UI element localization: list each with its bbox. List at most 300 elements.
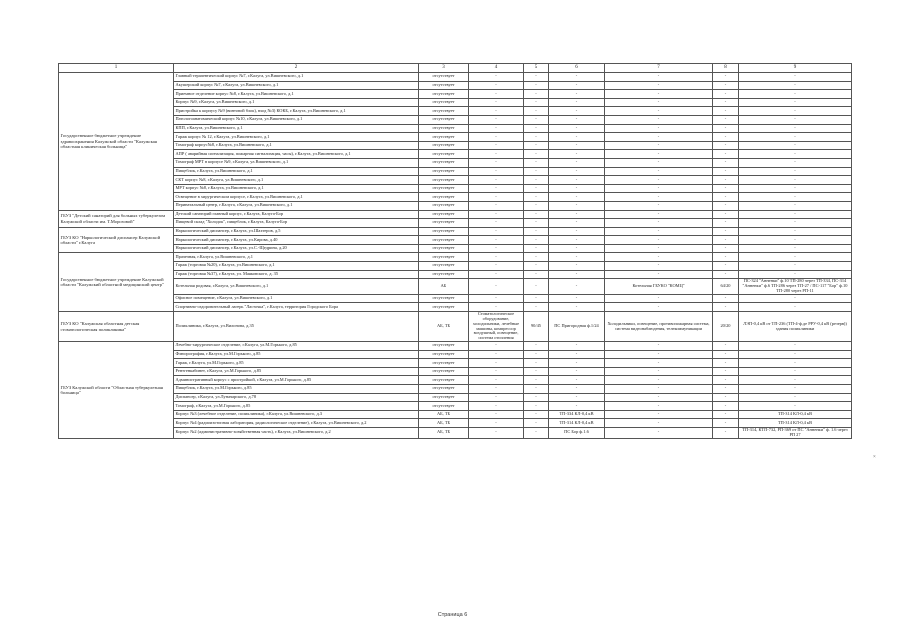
value-cell: - (739, 219, 852, 228)
value-cell: - (549, 167, 605, 176)
table-row (59, 167, 852, 176)
object-cell: Офисное помещение, г.Калуга, ул.Вишневского, д.1 (174, 294, 419, 303)
table-row (59, 210, 852, 219)
value-cell: - (524, 342, 549, 351)
table-row (59, 262, 852, 271)
value-cell: - (524, 193, 549, 202)
value-cell: отсутствует (419, 270, 469, 279)
organization-cell: ГБУЗ КО "Калужская областная детская стоматологическая поликлиника" (59, 311, 174, 341)
value-cell: - (713, 350, 739, 359)
value-cell: АБ, ТБ (419, 311, 469, 341)
value-cell: - (605, 359, 713, 368)
value-cell: - (469, 427, 524, 438)
object-cell: Гараж, г.Калуга, ул.М.Горького, д.85 (174, 359, 419, 368)
table-row (59, 376, 852, 385)
value-cell: - (524, 236, 549, 245)
value-cell: - (524, 427, 549, 438)
value-cell: - (469, 81, 524, 90)
table-row (59, 81, 852, 90)
object-cell: Освещение в хирургическом корпусе, г.Калуга, ул.Вишневского, д.1 (174, 193, 419, 202)
value-cell: - (605, 107, 713, 116)
value-cell: - (605, 184, 713, 193)
value-cell: - (524, 150, 549, 159)
value-cell: - (713, 167, 739, 176)
value-cell: - (549, 342, 605, 351)
value-cell: - (524, 219, 549, 228)
value-cell: АБ (419, 279, 469, 295)
value-cell: 20/20 (713, 311, 739, 341)
value-cell: - (469, 90, 524, 99)
value-cell: - (469, 73, 524, 82)
value-cell: - (713, 124, 739, 133)
value-cell: отсутствует (419, 150, 469, 159)
value-cell: - (549, 193, 605, 202)
value-cell: Стоматологическое оборудование, холодильники, лечебные машины, компрессор воздушный, освещение, система отопления (469, 311, 524, 341)
table-row (59, 141, 852, 150)
value-cell: - (469, 141, 524, 150)
value-cell: - (524, 376, 549, 385)
value-cell: - (713, 81, 739, 90)
value-cell: - (739, 294, 852, 303)
value-cell: - (605, 124, 713, 133)
value-cell: отсутствует (419, 115, 469, 124)
value-cell: - (605, 158, 713, 167)
value-cell: - (605, 262, 713, 271)
value-cell: - (713, 201, 739, 210)
value-cell: отсутствует (419, 176, 469, 185)
value-cell: - (549, 236, 605, 245)
value-cell: - (739, 236, 852, 245)
value-cell: отсутствует (419, 133, 469, 142)
value-cell: - (713, 262, 739, 271)
value-cell: - (524, 385, 549, 394)
value-cell: - (524, 167, 549, 176)
value-cell: - (549, 279, 605, 295)
value-cell: - (605, 253, 713, 262)
value-cell: - (713, 303, 739, 312)
value-cell: отсутствует (419, 244, 469, 253)
value-cell: - (713, 419, 739, 428)
object-cell: Гараж корпус № 12, г.Калуга, ул.Вишневского, д.1 (174, 133, 419, 142)
value-cell: - (524, 141, 549, 150)
value-cell: - (605, 167, 713, 176)
value-cell: - (549, 385, 605, 394)
value-cell: отсутствует (419, 107, 469, 116)
organization-cell: ГБУЗ "Детский санаторий для больных туберкулезом Калужской области им. Т.Морозовой" (59, 210, 174, 227)
value-cell: - (469, 244, 524, 253)
value-cell: - (713, 410, 739, 419)
value-cell: Котельная ГБУКО "КОМЦ" (605, 279, 713, 295)
object-cell: Лечебно-хирургическое отделение, г.Калуга, ул.М.Горького, д.85 (174, 342, 419, 351)
value-cell: - (739, 73, 852, 82)
value-cell: отсутствует (419, 184, 469, 193)
value-cell: - (549, 367, 605, 376)
value-cell: - (549, 81, 605, 90)
value-cell: - (739, 201, 852, 210)
value-cell: - (524, 98, 549, 107)
value-cell: АБ, ТБ (419, 410, 469, 419)
value-cell: - (524, 210, 549, 219)
col-header: 2 (174, 64, 419, 73)
value-cell: - (713, 158, 739, 167)
table-row (59, 244, 852, 253)
value-cell: - (713, 227, 739, 236)
object-cell: Диспансер, г.Калуга, ул.Луначарского, д.78 (174, 393, 419, 402)
col-header: 5 (524, 64, 549, 73)
object-cell: Спортивно-оздоровительный лагерь "Ласточка", г.Калуга, территория Городского Бора (174, 303, 419, 312)
value-cell: - (469, 184, 524, 193)
value-cell: - (469, 270, 524, 279)
value-cell: - (739, 176, 852, 185)
value-cell: - (469, 262, 524, 271)
value-cell: - (739, 350, 852, 359)
value-cell: - (605, 244, 713, 253)
value-cell: - (605, 427, 713, 438)
value-cell: - (739, 367, 852, 376)
value-cell: - (739, 133, 852, 142)
value-cell: - (524, 419, 549, 428)
value-cell: - (739, 98, 852, 107)
value-cell: - (524, 279, 549, 295)
value-cell: ПС Пригородная ф.1/24 (549, 311, 605, 341)
value-cell: - (469, 419, 524, 428)
value-cell: - (739, 227, 852, 236)
value-cell: - (713, 115, 739, 124)
value-cell: - (739, 81, 852, 90)
value-cell: - (739, 193, 852, 202)
value-cell: - (549, 350, 605, 359)
value-cell: - (549, 107, 605, 116)
organization-cell: Государственное бюджетное учреждение Калужской области "Калужский областной медицинский центр" (59, 253, 174, 312)
value-cell: - (524, 270, 549, 279)
col-header: 6 (549, 64, 605, 73)
value-cell: отсутствует (419, 193, 469, 202)
value-cell: отсутствует (419, 303, 469, 312)
value-cell: - (469, 210, 524, 219)
value-cell: - (713, 176, 739, 185)
value-cell: - (469, 133, 524, 142)
value-cell: - (739, 385, 852, 394)
object-cell: Томограф, г.Калуга, ул.М.Горького, д.85 (174, 402, 419, 411)
value-cell: - (739, 393, 852, 402)
value-cell: - (605, 393, 713, 402)
value-cell: - (524, 227, 549, 236)
value-cell: - (713, 193, 739, 202)
value-cell: ТП-314 КЛ-0,4 кВ (739, 419, 852, 428)
table-row (59, 311, 852, 341)
value-cell: - (739, 270, 852, 279)
value-cell: - (605, 201, 713, 210)
object-cell: КПП, г.Калуга, ул.Вишневского, д.1 (174, 124, 419, 133)
value-cell: отсутствует (419, 201, 469, 210)
col-header: 9 (739, 64, 852, 73)
table-row (59, 419, 852, 428)
value-cell: - (524, 393, 549, 402)
value-cell: - (549, 219, 605, 228)
value-cell: - (469, 219, 524, 228)
value-cell: - (524, 133, 549, 142)
value-cell: - (605, 410, 713, 419)
col-header: 8 (713, 64, 739, 73)
value-cell: - (524, 410, 549, 419)
table-row (59, 342, 852, 351)
value-cell: - (549, 124, 605, 133)
value-cell: - (549, 150, 605, 159)
value-cell: - (524, 90, 549, 99)
value-cell: - (605, 176, 713, 185)
value-cell: - (739, 303, 852, 312)
value-cell: АБ, ТБ (419, 419, 469, 428)
table-row (59, 270, 852, 279)
value-cell: - (605, 73, 713, 82)
value-cell: отсутствует (419, 158, 469, 167)
value-cell: - (549, 253, 605, 262)
object-cell: Приемное отделение корпус №8, г.Калуга, ул.Вишневского, д.1 (174, 90, 419, 99)
value-cell: - (713, 359, 739, 368)
object-cell: Пищеблок, г.Калуга, ул.Вишневского, д.1 (174, 167, 419, 176)
object-cell: Корпус №9, г.Калуга, ул.Вишневского, д.1 (174, 98, 419, 107)
table-row (59, 385, 852, 394)
value-cell: - (469, 350, 524, 359)
value-cell: - (605, 98, 713, 107)
table-row (59, 253, 852, 262)
value-cell: - (605, 141, 713, 150)
value-cell: - (549, 227, 605, 236)
value-cell: - (524, 124, 549, 133)
object-cell: Акушерский корпус №7, г.Калуга, ул.Вишневского, д.1 (174, 81, 419, 90)
object-cell: Пищевой склад "Холодок", пищеблок, г.Калуга, Калуга-Бор (174, 219, 419, 228)
value-cell: - (605, 193, 713, 202)
value-cell: - (469, 393, 524, 402)
value-cell: отсутствует (419, 98, 469, 107)
value-cell: - (549, 90, 605, 99)
value-cell: - (524, 184, 549, 193)
value-cell: - (469, 193, 524, 202)
value-cell: - (524, 158, 549, 167)
table-row (59, 294, 852, 303)
value-cell: - (549, 402, 605, 411)
value-cell: - (605, 376, 713, 385)
value-cell: ПС-324 "Анненки" ф.10 ТП-280 через ТП-334, ПС-314 "Анненки" ф.6 ТП-286 через ТП-27 / ПС-117 "Бор" ф.10 ТП-280 через РП-11 (739, 279, 852, 295)
value-cell: - (469, 359, 524, 368)
value-cell: - (605, 419, 713, 428)
table-row (59, 350, 852, 359)
object-cell: Перинатальный центр, г.Калуга, г.Калуга, ул.Вишневского, д.1 (174, 201, 419, 210)
value-cell: - (713, 294, 739, 303)
value-cell: ТП-314, КТП-732, РП-369 от ПС "Анненки" ф. 1.6 через РП 27 (739, 427, 852, 438)
value-cell: ЛЭП-0,4 кВ от ТП-236 (ТП-4-ф.де РРУ-0,4 кВ (резерв)) здания поликлиники (739, 311, 852, 341)
table-row (59, 201, 852, 210)
value-cell: - (469, 294, 524, 303)
value-cell: - (469, 124, 524, 133)
value-cell: - (469, 176, 524, 185)
value-cell: - (469, 385, 524, 394)
value-cell: отсутствует (419, 81, 469, 90)
value-cell: - (605, 236, 713, 245)
object-cell: Патологоанатомический корпус №10, г.Калуга, ул.Вишневского, д.1 (174, 115, 419, 124)
value-cell: отсутствует (419, 167, 469, 176)
object-cell: Томограф корпус№8, г.Калуга, ул.Вишневского, д.1 (174, 141, 419, 150)
object-cell: Корпус №3 (лечебное отделение, поликлиника), г.Калуга, ул.Вишневского, д.3 (174, 410, 419, 419)
value-cell: - (524, 244, 549, 253)
value-cell: - (713, 244, 739, 253)
value-cell: - (713, 184, 739, 193)
value-cell: - (605, 150, 713, 159)
header-row (59, 64, 852, 73)
object-cell: СКТ корпус №8, г.Калуга, ул.Вишневского, д.1 (174, 176, 419, 185)
object-cell: Котельная родовая, г.Калуга, ул.Вишневского, д.1 (174, 279, 419, 295)
value-cell: - (713, 210, 739, 219)
value-cell: - (469, 227, 524, 236)
object-cell: Поликлиника, г.Калуга, ул.Вилонова, д.35 (174, 311, 419, 341)
table-row (59, 107, 852, 116)
value-cell: АБ, ТБ (419, 427, 469, 438)
page-footer: Страница 6 (437, 612, 468, 618)
value-cell: - (739, 253, 852, 262)
value-cell: отсутствует (419, 253, 469, 262)
value-cell: - (739, 184, 852, 193)
object-cell: Рентгенкабинет, г.Калуга, ул.М.Горького, д.85 (174, 367, 419, 376)
value-cell: - (549, 98, 605, 107)
organization-cell: ГБУЗ КО "Наркологический диспансер Калужской области" г.Калуга (59, 227, 174, 253)
value-cell: - (524, 367, 549, 376)
value-cell: отсутствует (419, 90, 469, 99)
value-cell: - (605, 350, 713, 359)
value-cell: - (469, 167, 524, 176)
value-cell: - (605, 133, 713, 142)
value-cell: - (713, 402, 739, 411)
table-row (59, 410, 852, 419)
value-cell: - (524, 73, 549, 82)
col-header: 3 (419, 64, 469, 73)
value-cell: - (469, 98, 524, 107)
value-cell: отсутствует (419, 294, 469, 303)
value-cell: - (739, 107, 852, 116)
value-cell: - (739, 376, 852, 385)
value-cell: - (605, 90, 713, 99)
object-cell: Пищеблок, г.Калуга, ул.М.Горького, д.85 (174, 385, 419, 394)
value-cell: - (549, 376, 605, 385)
table-row (59, 219, 852, 228)
value-cell: - (549, 262, 605, 271)
value-cell: - (713, 393, 739, 402)
value-cell: - (469, 150, 524, 159)
value-cell: - (713, 427, 739, 438)
value-cell: - (605, 342, 713, 351)
value-cell: - (739, 158, 852, 167)
organization-cell: Государственное бюджетное учреждение здравоохранения Калужской области "Калужская областная клиническая больница" (59, 73, 174, 211)
value-cell: - (605, 294, 713, 303)
value-cell: - (605, 115, 713, 124)
value-cell: - (739, 124, 852, 133)
table-row (59, 303, 852, 312)
col-header: 1 (59, 64, 174, 73)
value-cell: отсутствует (419, 402, 469, 411)
value-cell: - (549, 210, 605, 219)
value-cell: - (549, 201, 605, 210)
table-row (59, 124, 852, 133)
value-cell: - (713, 367, 739, 376)
table-row (59, 115, 852, 124)
value-cell: - (549, 176, 605, 185)
value-cell: - (469, 402, 524, 411)
value-cell: - (524, 303, 549, 312)
object-cell: Наркологический диспансер, г.Калуга, ул.Кирова, д.40 (174, 236, 419, 245)
value-cell: - (739, 359, 852, 368)
value-cell: отсутствует (419, 236, 469, 245)
value-cell: - (524, 115, 549, 124)
value-cell: - (605, 385, 713, 394)
value-cell: отсутствует (419, 210, 469, 219)
value-cell: отсутствует (419, 342, 469, 351)
value-cell: - (524, 402, 549, 411)
table-row (59, 73, 852, 82)
value-cell: - (713, 107, 739, 116)
value-cell: - (739, 402, 852, 411)
value-cell: ТП-314 КЛ-0,4 кВ (549, 419, 605, 428)
value-cell: - (469, 367, 524, 376)
object-cell: Флюорография, г.Калуга, ул.М.Горького, д.85 (174, 350, 419, 359)
value-cell: - (469, 376, 524, 385)
table-row (59, 193, 852, 202)
value-cell: - (469, 158, 524, 167)
value-cell: - (549, 115, 605, 124)
value-cell: - (605, 402, 713, 411)
table-row (59, 184, 852, 193)
value-cell: - (739, 262, 852, 271)
data-table (58, 63, 852, 439)
value-cell: - (524, 359, 549, 368)
object-cell: Прачечная, г.Калуга, ул.Вишневского, д.1 (174, 253, 419, 262)
value-cell: - (739, 210, 852, 219)
table-row (59, 236, 852, 245)
value-cell: отсутствует (419, 124, 469, 133)
value-cell: - (713, 236, 739, 245)
value-cell: - (469, 342, 524, 351)
object-cell: Наркологический диспансер, г.Калуга, ул.Шахтеров, д.5 (174, 227, 419, 236)
value-cell: - (739, 244, 852, 253)
value-cell: - (739, 90, 852, 99)
value-cell: - (524, 262, 549, 271)
value-cell: - (713, 98, 739, 107)
value-cell: отсутствует (419, 262, 469, 271)
value-cell: 90/45 (524, 311, 549, 341)
value-cell: - (713, 133, 739, 142)
value-cell: отсутствует (419, 393, 469, 402)
value-cell: - (713, 73, 739, 82)
value-cell: - (469, 107, 524, 116)
value-cell: - (713, 385, 739, 394)
object-cell: Наркологический диспансер, г.Калуга, ул.С.-Щедрина, д.20 (174, 244, 419, 253)
object-cell: Корпус №4 (радиоизотопная лаборатория, радиологическое отделение), г.Калуга, ул.Вишневского, д.2 (174, 419, 419, 428)
object-cell: Главный терапевтический корпус №7, г.Калуга, ул.Вишневского, д.1 (174, 73, 419, 82)
object-cell: Пристройка к корпусу №9 (винтовой блок), вход №3) КОКБ, г.Калуга, ул.Вишневского, д.1 (174, 107, 419, 116)
value-cell: - (549, 158, 605, 167)
value-cell: - (524, 253, 549, 262)
value-cell: - (469, 236, 524, 245)
value-cell: - (739, 342, 852, 351)
value-cell: - (605, 210, 713, 219)
value-cell: - (524, 81, 549, 90)
value-cell: - (469, 303, 524, 312)
table-row (59, 427, 852, 438)
value-cell: - (549, 303, 605, 312)
value-cell: - (739, 115, 852, 124)
value-cell: - (469, 253, 524, 262)
value-cell: - (524, 176, 549, 185)
value-cell: - (739, 150, 852, 159)
table-row (59, 158, 852, 167)
